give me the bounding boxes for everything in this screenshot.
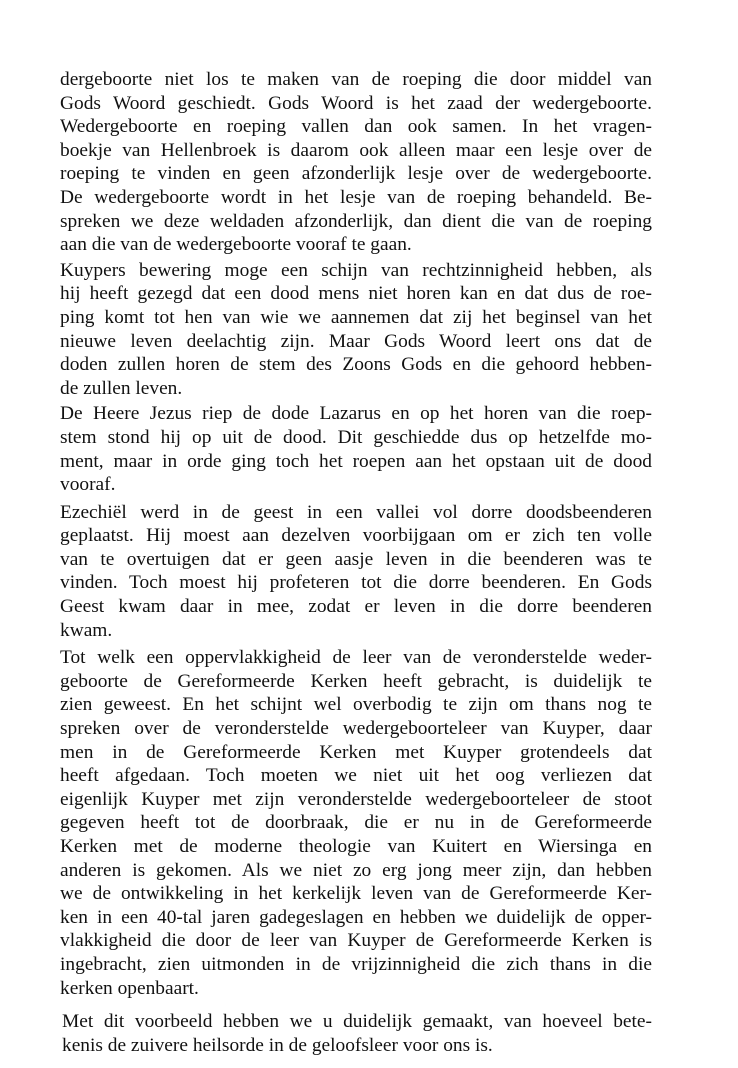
text-line: Tot welk een oppervlakkigheid de leer van de veronderstelde weder- — [60, 647, 652, 669]
text-line: anderen is gekomen. Als we niet zo erg jong meer zijn, dan hebben — [60, 859, 652, 881]
paragraph-kuyper — [60, 259, 652, 401]
text-line: gegeven heeft tot de doorbraak, die er nu in de Gereformeerde — [60, 812, 652, 834]
text-line: kerken openbaart. — [60, 977, 199, 999]
paragraph-gereformeerde-kerken — [60, 646, 652, 1000]
text-line: roeping te vinden en geen afzonderlijk lesje over de wedergeboorte. — [60, 163, 652, 185]
text-line: De wedergeboorte wordt in het lesje van de roeping behandeld. Be- — [60, 186, 652, 208]
text-line: aan die van de wedergeboorte vooraf te gaan. — [60, 234, 412, 256]
text-line: Gods Woord geschiedt. Gods Woord is het zaad der wedergeboorte. — [60, 92, 652, 114]
text-line: nieuwe leven deelachtig zijn. Maar Gods Woord leert ons dat de — [60, 330, 652, 352]
body-text — [60, 68, 652, 1057]
paragraph-lazarus — [60, 402, 652, 496]
text-line: stem stond hij op uit de dood. Dit geschiedde dus op hetzelfde mo- — [60, 426, 652, 448]
paragraph-ezechiel — [60, 501, 652, 643]
text-line: De Heere Jezus riep de dode Lazarus en op het horen van die roep- — [60, 403, 652, 425]
text-line: ken in een 40-tal jaren gadegeslagen en hebben we duidelijk de opper- — [60, 906, 652, 928]
text-line: vooraf. — [60, 474, 116, 496]
text-line: Kuypers bewering moge een schijn van rechtzinnigheid hebben, als — [60, 259, 652, 281]
text-line: Ezechiël werd in de geest in een vallei vol dorre doodsbeenderen — [60, 501, 652, 523]
text-line: doden zullen horen de stem des Zoons Gods en die gehoord hebben- — [60, 354, 652, 376]
text-line: ingebracht, zien uitmonden in de vrijzinnigheid die zich thans in die — [60, 953, 652, 975]
text-line: geplaatst. Hij moest aan dezelven voorbijgaan om er zich ten volle — [60, 525, 652, 547]
text-line: kwam. — [60, 619, 113, 641]
text-line: ping komt tot hen van wie we aannemen dat zij het beginsel van het — [60, 306, 652, 328]
text-line: kenis de zuivere heilsorde in de geloofsleer voor ons is. — [62, 1034, 493, 1056]
text-line: ment, maar in orde ging toch het roepen aan het opstaan uit de dood — [60, 450, 652, 472]
text-line: dergeboorte niet los te maken van de roeping die door middel van — [60, 69, 652, 90]
text-line: zien geweest. En het schijnt wel overbodig te zijn om thans nog te — [60, 694, 652, 716]
text-line: men in de Gereformeerde Kerken met Kuyper grotendeels dat — [60, 741, 652, 763]
text-line: eigenlijk Kuyper met zijn veronderstelde wedergeboorteleer de stoot — [60, 788, 652, 810]
text-line: geboorte de Gereformeerde Kerken heeft gebracht, is duidelijk te — [60, 670, 652, 692]
text-line: spreken we deze weldaden afzonderlijk, dan dient die van de roeping — [60, 210, 652, 232]
text-line: spreken over de veronderstelde wedergeboorteleer van Kuyper, daar — [60, 718, 652, 740]
text-line: hij heeft gezegd dat een dood mens niet horen kan en dat dus de roe- — [60, 283, 652, 305]
text-line: Met dit voorbeeld hebben we u duidelijk gemaakt, van hoeveel bete- — [62, 1011, 652, 1033]
text-line: Kerken met de moderne theologie van Kuitert en Wiersinga en — [60, 836, 652, 857]
text-line: van te overtuigen dat er geen aasje leven in die beenderen was te — [60, 548, 652, 570]
text-line: de zullen leven. — [60, 377, 183, 399]
text-line: Geest kwam daar in mee, zodat er leven in die dorre beenderen — [60, 596, 652, 618]
text-line: we de ontwikkeling in het kerkelijk leven van de Gereformeerde Ker- — [60, 883, 652, 905]
text-line: Wedergeboorte en roeping vallen dan ook samen. In het vragen- — [60, 116, 652, 138]
text-line: heeft afgedaan. Toch moeten we niet uit het oog verliezen dat — [60, 765, 652, 787]
text-line: boekje van Hellenbroek is daarom ook alleen maar een lesje over de — [60, 139, 652, 161]
text-line: vinden. Toch moest hij profeteren tot die dorre beenderen. En Gods — [60, 572, 652, 594]
paragraph-roeping — [60, 68, 652, 257]
paragraph-conclusion — [60, 1010, 652, 1057]
text-line: vlakkigheid die door de leer van Kuyper de Gereformeerde Kerken is — [60, 930, 652, 952]
